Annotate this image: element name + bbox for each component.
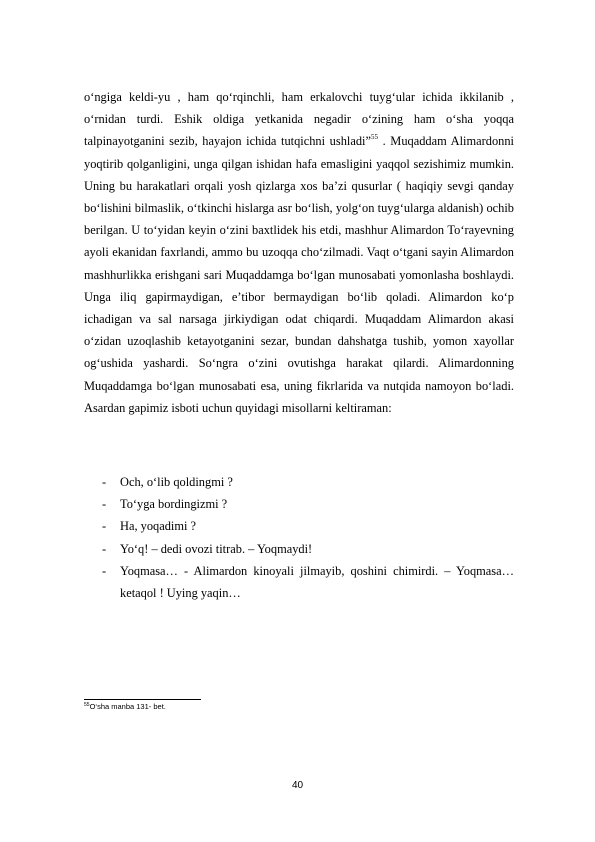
dialogue-dash: - [102,475,107,489]
footnote-reference: 55 [370,133,378,142]
dialogue-text: Och, o‘lib qoldingmi ? [120,475,233,489]
dialogue-dash: - [102,541,107,556]
footnote-number: 55 [84,702,90,708]
footnote [84,702,166,712]
dialogue-line [84,493,514,515]
dialogue-line [84,560,514,604]
body-paragraph [84,86,514,419]
dialogue-line [84,515,514,537]
dialogue-text: Yoqmasa… - Alimardon kinoyali jilmayib, qoshini chimirdi. – Yoqmasa… ketaqol ! Uying yaqin… [120,563,514,601]
page-number: 40 [291,780,304,791]
dialogue-line [84,538,514,560]
paragraph-text-end: . Muqaddam Alimardonni yoqtirib qolganligini, unga qilgan ishidan hafa emasligini yaqqol sezishimiz mumkin. Uning bu harakatlari orqali yosh qizlarga xos ba’zi qusurlar ( haqiqiy sevgi qanday bo‘lishini bilmaslik, o‘tkinchi hislarga asr bo‘lish, yolg‘on tuyg‘ularga aldanish) ochib berilgan. U to‘yidan keyin o‘zini baxtlidek his etdi, mashhur Alimardon To‘rayevning ayoli ekanidan faxrlandi, ammo bu uzoqqa cho‘zilmadi. Vaqt o‘tgani sayin Alimardon mashhurlikka erishgani sari Muqaddamga bo‘lgan munosabati yomonlasha boshlaydi. Unga iliq gapirmaydigan, e’tibor bermaydigan bo‘lib qoladi. Alimardon ko‘p ichadigan va sal narsaga jirkiydigan odat chiqardi. Muqaddam Alimardon akasi o‘zidan uzoqlashib ketayotganini sezar, bundan dahshatga tushib, yomon xayollar og‘ushida yashardi. So‘ngra o‘zini ovutishga harakat qilardi. Alimardonning Muqaddamga bo‘lgan munosabati esa, uning fikrlarida va nutqida namoyon bo‘ladi. Asardan gapimiz isboti uchun quyidagi misollarni keltiraman: [84,134,514,415]
dialogue-list [84,471,514,604]
dialogue-dash: - [102,519,107,534]
paragraph-text-start: o‘ngiga keldi-yu , ham qo‘rqinchli, ham erkalovchi tuyg‘ular ichida ikkilanib , o‘rnidan turdi. Eshik oldiga yetkanida negadir o‘zining ham o‘sha yoqqa talpinayotganini sezib, hayajon ichida tutqichni ushladi” [84,90,514,149]
dialogue-text: To‘yga bordingizmi ? [120,497,228,512]
dialogue-dash: - [102,563,107,578]
footnote-separator [84,699,201,700]
dialogue-dash: - [102,497,107,512]
dialogue-text: Ha, yoqadimi ? [120,519,197,534]
dialogue-line [84,471,514,493]
dialogue-text: Yo‘q! – dedi ovozi titrab. – Yoqmaydi! [120,541,313,556]
footnote-text: O‘sha manba 131- bet. [89,702,166,711]
